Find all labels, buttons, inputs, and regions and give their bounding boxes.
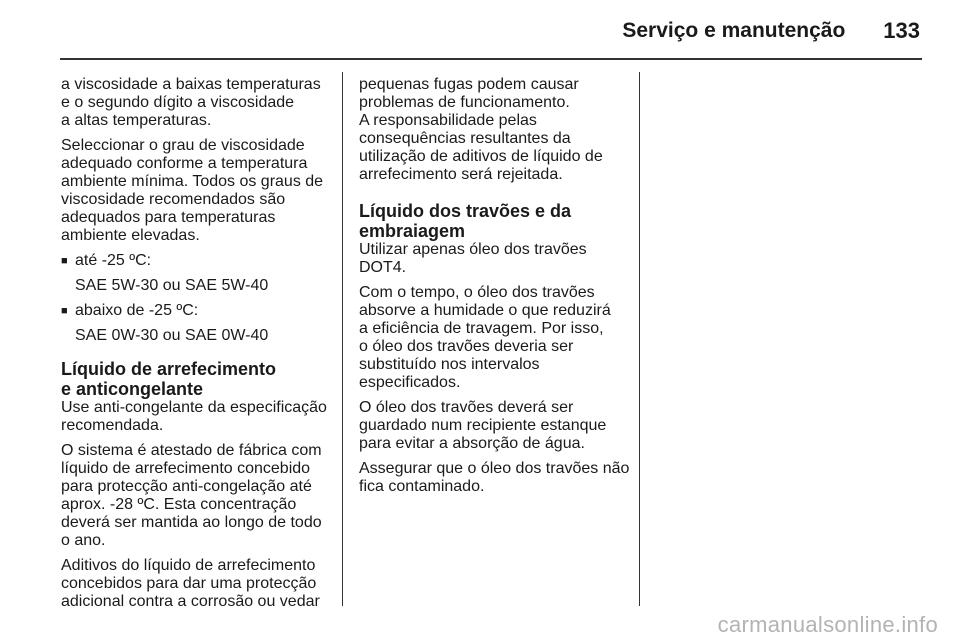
paragraph-humidity: Com o tempo, o óleo dos travões absorve a humidade o que reduzirá a eficiência de travagem. Por isso, o óleo dos travões deveria ser substituído nos intervalos especificados. [359,284,611,391]
header-rule [60,58,922,60]
column-divider-1 [342,72,343,606]
paragraph-factory-fill: O sistema é atestado de fábrica com líquido de arrefecimento concebido para protecção anti-congelação até aprox. -28 ºC. Esta concentração deverá ser mantida ao longo de todo o ano. [61,442,322,549]
paragraph-dot4: Utilizar apenas óleo dos travões DOT4. [359,241,587,276]
list-item-value: SAE 0W-30 ou SAE 0W-40 [75,327,269,344]
page-title: Serviço e manutenção [622,19,846,42]
paragraph-coolant-additives: Aditivos do líquido de arrefecimento concebidos para dar uma protecção adicional contra a corrosão ou vedar [61,557,320,610]
left-column [61,76,333,618]
section-heading-coolant: Líquido de arrefecimento e anticongelante [61,359,277,399]
watermark: carmanualsonline.info [717,612,938,637]
section-heading-brake-fluid: Líquido dos travões e da embraiagem [359,201,572,241]
paragraph-storage: O óleo dos travões deverá ser guardado num recipiente estanque para evitar a absorção de água. [359,399,607,452]
middle-column [359,76,631,503]
paragraph-viscosity-grade: Seleccionar o grau de viscosidade adequado conforme a temperatura ambiente mínima. Todos os graus de viscosidade recomendados são adequados para temperaturas ambiente elevadas. [61,137,324,244]
viscosity-list [61,252,333,345]
column-divider-2 [639,72,640,606]
paragraph-additive-liability: pequenas fugas podem causar problemas de funcionamento. A responsabilidade pelas consequências resultantes da utilização de aditivos de líquido de arrefecimento será rejeitada. [359,76,603,183]
paragraph-antifreeze-spec: Use anti-congelante da especificação recomendada. [61,399,327,434]
list-item-value: SAE 5W-30 ou SAE 5W-40 [75,277,269,294]
list-item [61,302,333,345]
list-item-label: abaixo de -25 ºC: [75,302,199,319]
page-number: 133 [883,18,920,43]
paragraph-viscosity-digits: a viscosidade a baixas temperaturas e o segundo dígito a viscosidade a altas temperaturas. [61,76,321,129]
paragraph-contamination: Assegurar que o óleo dos travões não fica contaminado. [359,460,630,495]
page-header [622,14,920,48]
list-item [61,252,333,295]
list-item-label: até -25 ºC: [75,252,152,269]
